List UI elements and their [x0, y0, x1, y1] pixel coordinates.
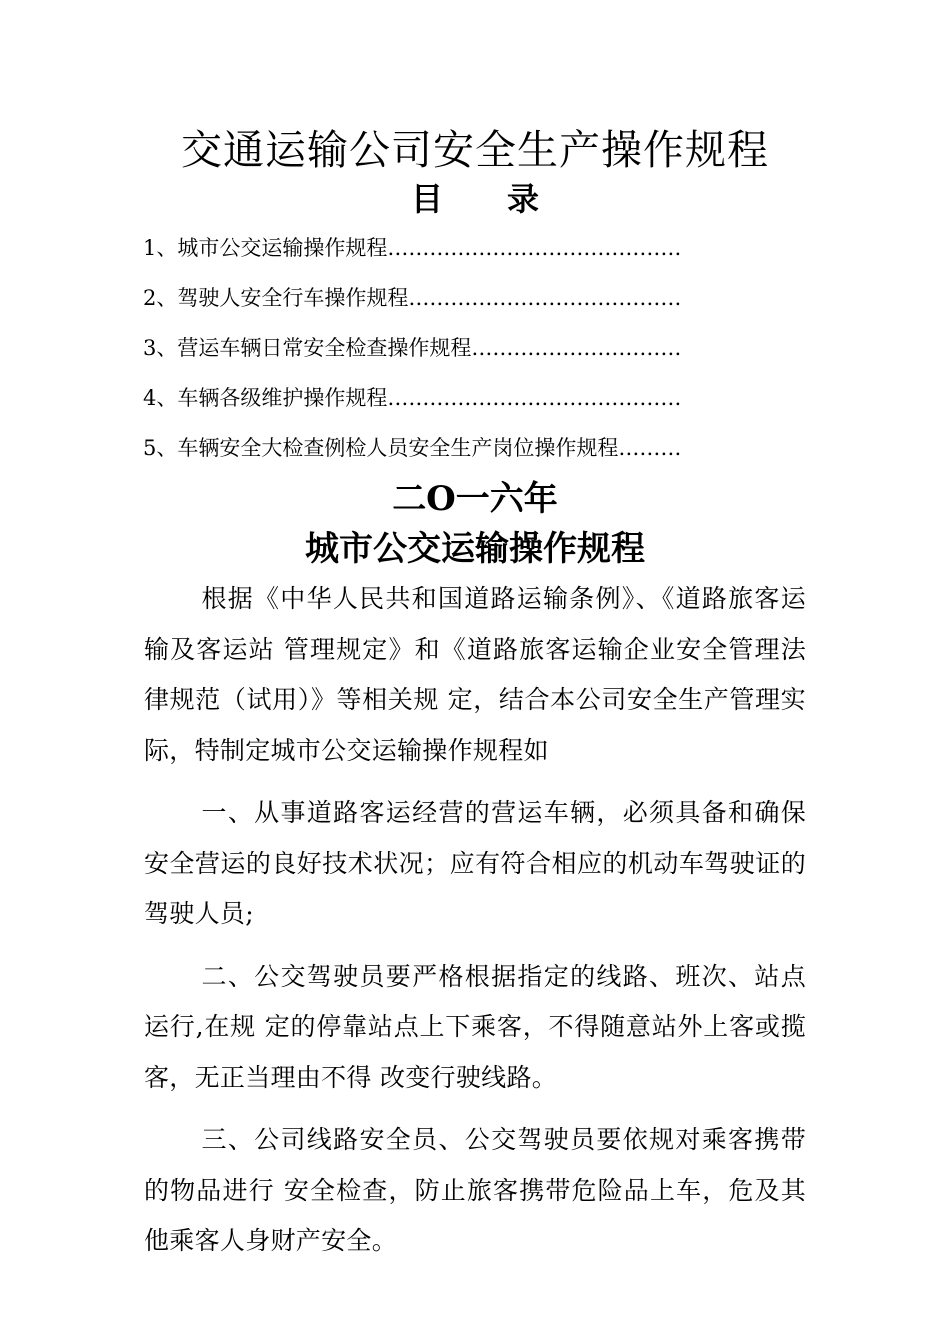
toc-item: 3、营运车辆日常安全检查操作规程…………………………: [143, 336, 682, 360]
body-paragraph: 根据《中华人民共和国道路运输条例》、《道路旅客运输及客运站 管理规定》和《道路旅客运输企业安全管理法律规范（试用）》等相关规 定，结合本公司安全生产管理实际，特制定城市公交运输操作规程如: [144, 584, 806, 765]
section-title: 城市公交运输操作规程: [305, 529, 645, 569]
toc-heading-left: 目: [410, 180, 443, 218]
body-paragraph: 一、从事道路客运经营的营运车辆，必须具备和确保安全营运的良好技术状况；应有符合相应的机动车驾驶证的驾驶人员;: [144, 798, 806, 928]
toc-item: 1、城市公交运输操作规程……………………………………: [143, 236, 682, 260]
document-body: [144, 574, 806, 1279]
toc-heading: [0, 178, 950, 220]
body-paragraph: 三、公司线路安全员、公交驾驶员要依规对乘客携带的物品进行 安全检查，防止旅客携带危险品上车，危及其他乘客人身财产安全。: [144, 1125, 806, 1255]
table-of-contents: [143, 228, 763, 478]
toc-item: 4、车辆各级维护操作规程……………………………………: [143, 386, 682, 410]
body-paragraph: 二、公交驾驶员要严格根据指定的线路、班次、站点运行,在规 定的停靠站点上下乘客，不得随意站外上客或揽客，无正当理由不得 改变行驶线路。: [144, 961, 806, 1092]
toc-heading-right: 录: [507, 180, 540, 218]
toc-item: 5、车辆安全大检查例检人员安全生产岗位操作规程………: [143, 436, 682, 460]
document-title: 交通运输公司安全生产操作规程: [181, 126, 769, 174]
document-year: 二O一六年: [392, 479, 558, 519]
toc-item: 2、驾驶人安全行车操作规程…………………………………: [143, 286, 682, 310]
